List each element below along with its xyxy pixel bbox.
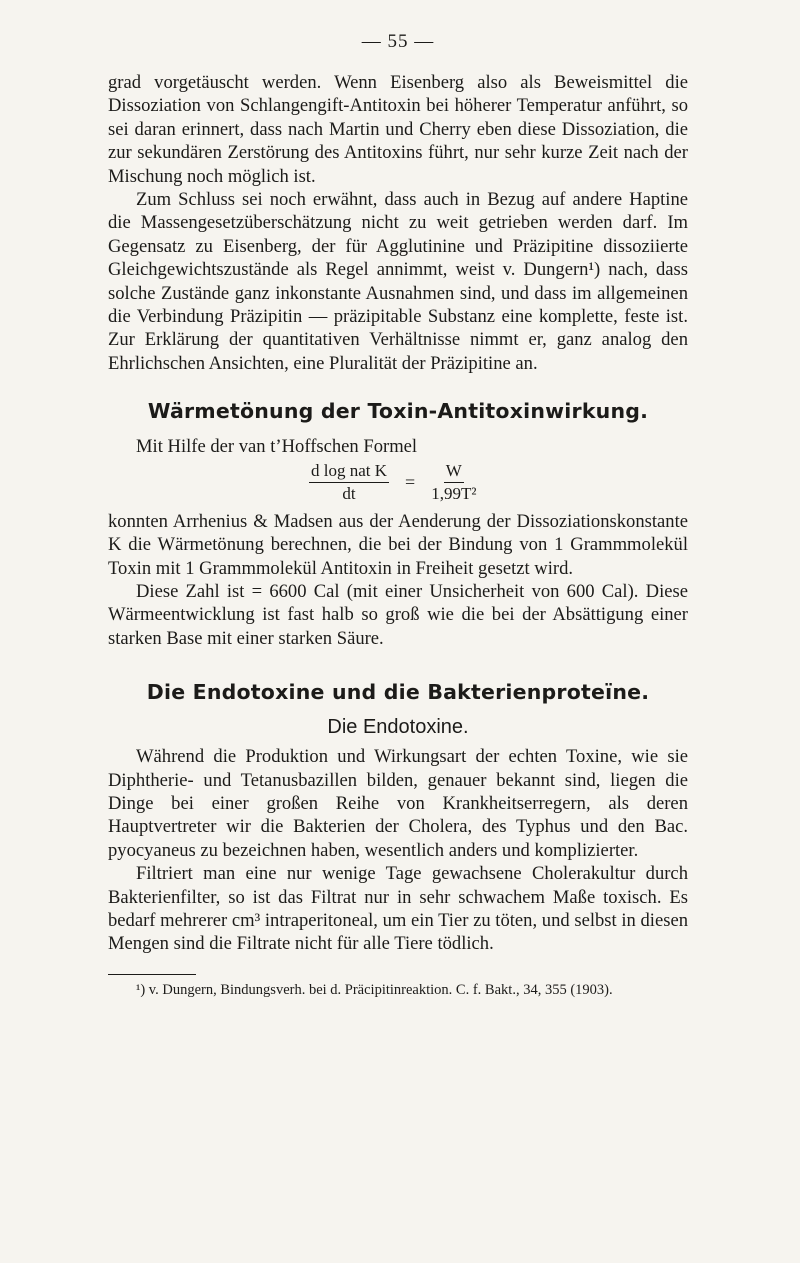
formula-equals: = (405, 471, 416, 492)
vant-hoff-formula (309, 461, 688, 504)
paragraph-haptine: Zum Schluss sei noch erwähnt, dass auch in Bezug auf andere Haptine die Massengesetzüberschätzung nicht zu weit getrieben werden darf. Im Gegensatz zu Eisenberg, der für Agglutinine und Präzipitine dissoziierte Gleichgewichtszustände als Regel annimmt, weist v. Dungern¹) nach, dass solche Zustände ganz inkonstante Ausnahmen sind, und dass im allgemeinen die Verbindung Präzipitin — präzipitable Substanz eine komplette, feste ist. Zur Erklärung der quantitativen Verhältnisse nimmt er, ganz analog den Ehrlichschen Ansichten, eine Pluralität der Präzipitine an. (108, 189, 688, 374)
page-number: — 55 — (361, 31, 435, 52)
formula-lhs-numerator: d log nat K (309, 461, 389, 483)
paragraph-dissociation: grad vorgetäuscht werden. Wenn Eisenberg also als Beweismittel die Dissoziation von Schlangengift-Antitoxin bei höherer Temperatur anführt, so sei daran erinnert, dass nach Martin und Cherry eben diese Dissoziation, die zur sekundären Zerstörung des Antitoxins führt, nur sehr kurze Zeit nach der Mischung noch möglich ist. (108, 72, 688, 187)
paragraph-heat-value: Diese Zahl ist = 6600 Cal (mit einer Unsicherheit von 600 Cal). Diese Wärmeentwicklung ist fast halb so groß wie die bei der Absättigung einer starken Base mit einer starken Säure. (108, 580, 688, 649)
formula-rhs-fraction (431, 461, 476, 504)
formula-rhs-denominator: 1,99T² (431, 483, 477, 503)
paragraph-arrhenius-madsen: konnten Arrhenius & Madsen aus der Aenderung der Dissoziationskonstante K die Wärmetönung berechnen, die bei der Bindung von 1 Grammmolekül Toxin mit 1 Grammmolekül Antitoxin in Freiheit gesetzt wird. (108, 510, 688, 579)
section-heading-waermetoenung: Wärmetönung der Toxin-Antitoxinwirkung. (147, 399, 649, 424)
formula-lhs-denominator: dt (342, 483, 356, 503)
paragraph-endotoxine-production: Während die Produktion und Wirkungsart der echten Toxine, wie sie Diphtherie- und Tetanusbazillen bilden, genauer bekannt sind, liegen die Dinge bei einer großen Reihe von Krankheitserregern, als deren Hauptvertreter wir die Bakterien der Cholera, des Typhus und den Bac. pyocyaneus zu bezeichnen haben, wesentlich anders und komplizierter. (108, 746, 688, 861)
section-heading-endotoxine: Die Endotoxine und die Bakterienproteïne. (146, 680, 650, 705)
paragraph-cholera-filtrate: Filtriert man eine nur wenige Tage gewachsene Cholerakultur durch Bakterienfilter, so ist das Filtrat nur in sehr schwachem Maße toxisch. Es bedarf mehrerer cm³ intraperitoneal, um ein Tier zu töten, und selbst in diesen Mengen sind die Filtrate nicht für alle Tiere tödlich. (108, 863, 688, 955)
subsection-heading-endotoxine: Die Endotoxine. (327, 716, 469, 739)
footnote-divider (108, 974, 196, 975)
footnote-dungern: ¹) v. Dungern, Bindungsverh. bei d. Präcipitinreaktion. C. f. Bakt., 34, 355 (1903). (136, 981, 613, 998)
formula-rhs-numerator: W (444, 461, 464, 483)
formula-lhs-fraction (309, 461, 389, 504)
formula-intro: Mit Hilfe der van t’Hoffschen Formel (136, 436, 418, 458)
